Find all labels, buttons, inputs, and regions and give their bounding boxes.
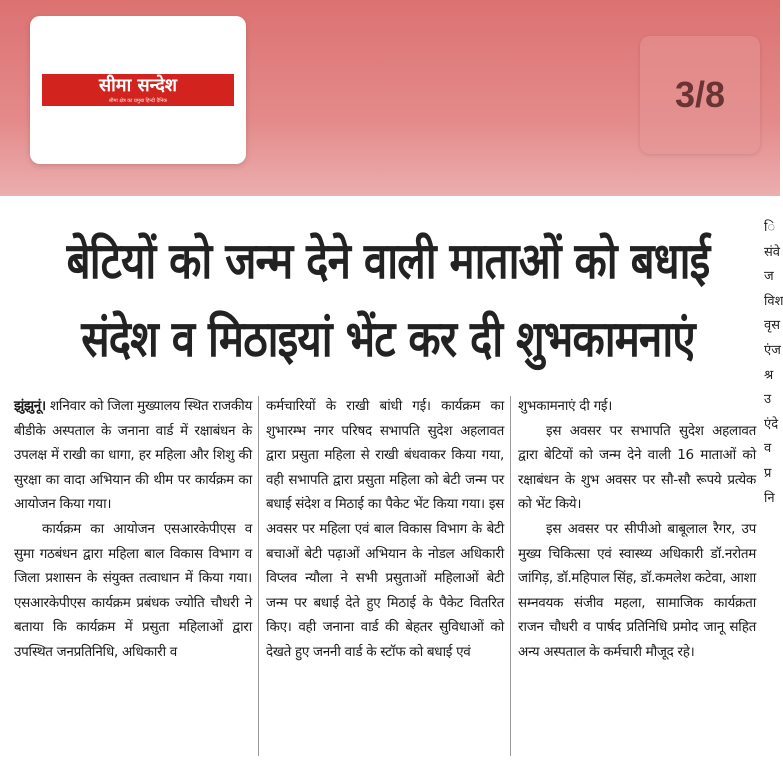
article-column-2 [266, 394, 504, 766]
paragraph-6: इस अवसर पर सीपीओ बाबूलाल रैगर, उप मुख्य चिकित्सा एवं स्वास्थ्य अधिकारी डॉ.नरोतम जांगिड़, डॉ.महिपाल सिंह, डॉ.कमलेश कटेवा, आशा सम्नवयक संजीव महला, सामाजिक कार्यक्रता राजन चौधरी व पार्षद प्रतिनिधि प्रमोद जानू सहित अन्य अस्पताल के कर्मचारी मौजूद रहे। [518, 520, 756, 660]
article-column-3 [518, 394, 756, 766]
column-divider [258, 396, 259, 756]
publisher-logo-card[interactable] [30, 16, 246, 164]
paragraph-3: कर्मचारियों के राखी बांधी गई। कार्यक्रम का शुभारम्भ नगर परिषद सभापति सुदेश अहलावत द्वारा प्रसुता महिला से राखी बंधवाकर किया गया, वही सभापति द्वारा प्रसुता महिला को बेटी जन्म पर बधाई संदेश व मिठाई का पैकेट भेंट किया गया। इस अवसर पर महिला एवं बाल विकास विभाग के बेटी बचाओं बेटी पढ़ाओं अभियान के नोडल अधिकारी विप्लव न्यौला ने सभी प्रसुताओं महिलाओं बेटी जन्म पर बधाई देते हुए मिठाई के पैकेट वितरित किए। वही जनाना वार्ड की बेहतर सुविधाओं को देखते हुए जननी वार्ड के स्टॉफ को बधाई एवं [266, 398, 504, 660]
adjacent-article-text: ि संवेजविशवृसएंजश्रउएंदेवप्रनि [764, 220, 783, 506]
paragraph-1-text: शनिवार को जिला मुख्यालय स्थित राजकीय बीडीके अस्पताल के जनाना वार्ड में रक्षाबंधन के उपलक्ष में राखी का धागा, हर महिला और शिशु की सुरक्षा का वादा अभियान की थीम पर कार्यक्रम का आयोजन किया गया। [14, 398, 252, 513]
headline-line-1: बेटियों को जन्म देने वाली माताओं को बधाई [66, 232, 710, 290]
publisher-logo-name: सीमा सन्देश [98, 75, 178, 96]
adjacent-article-fragment [764, 216, 783, 779]
paragraph-4: शुभकामनाएं दी गई। [518, 398, 613, 414]
dateline: झुंझुनूं। [14, 398, 46, 414]
image-counter-badge [640, 36, 760, 154]
paragraph-5: इस अवसर पर सभापति सुदेश अहलावत द्वारा बेटियों को जन्म देने वाली 16 माताओं को रक्षाबंधन के शुभ अवसर पर सौ-सौ रूपये प्रत्येक को भेंट किये। [518, 422, 756, 513]
publisher-logo [42, 74, 234, 106]
paragraph-2: कार्यक्रम का आयोजन एसआरकेपीएस व सुमा गठबंधन द्वारा महिला बाल विकास विभाग व जिला प्रशासन के संयुक्त तत्वाधान में किया गया। एसआरकेपीएस कार्यक्रम प्रबंधक ज्योति चौधरी ने बताया कि कार्यक्रम में प्रसुता महिलाओं द्वारा उपस्थित जनप्रतिनिधि, अधिकारी व [14, 520, 252, 660]
column-divider [510, 396, 511, 756]
image-counter-text: 3/8 [674, 74, 726, 115]
article-headline [18, 222, 710, 378]
headline-line-2: संदेश व मिठाइयां भेंट कर दी शुभकामनाएं [81, 310, 695, 368]
newspaper-clipping [0, 196, 783, 779]
article-column-1 [14, 394, 252, 766]
paragraph-1 [14, 394, 252, 517]
publisher-logo-tagline: सीमा क्षेत्र का प्रमुख हिन्दी दैनिक [108, 98, 168, 104]
